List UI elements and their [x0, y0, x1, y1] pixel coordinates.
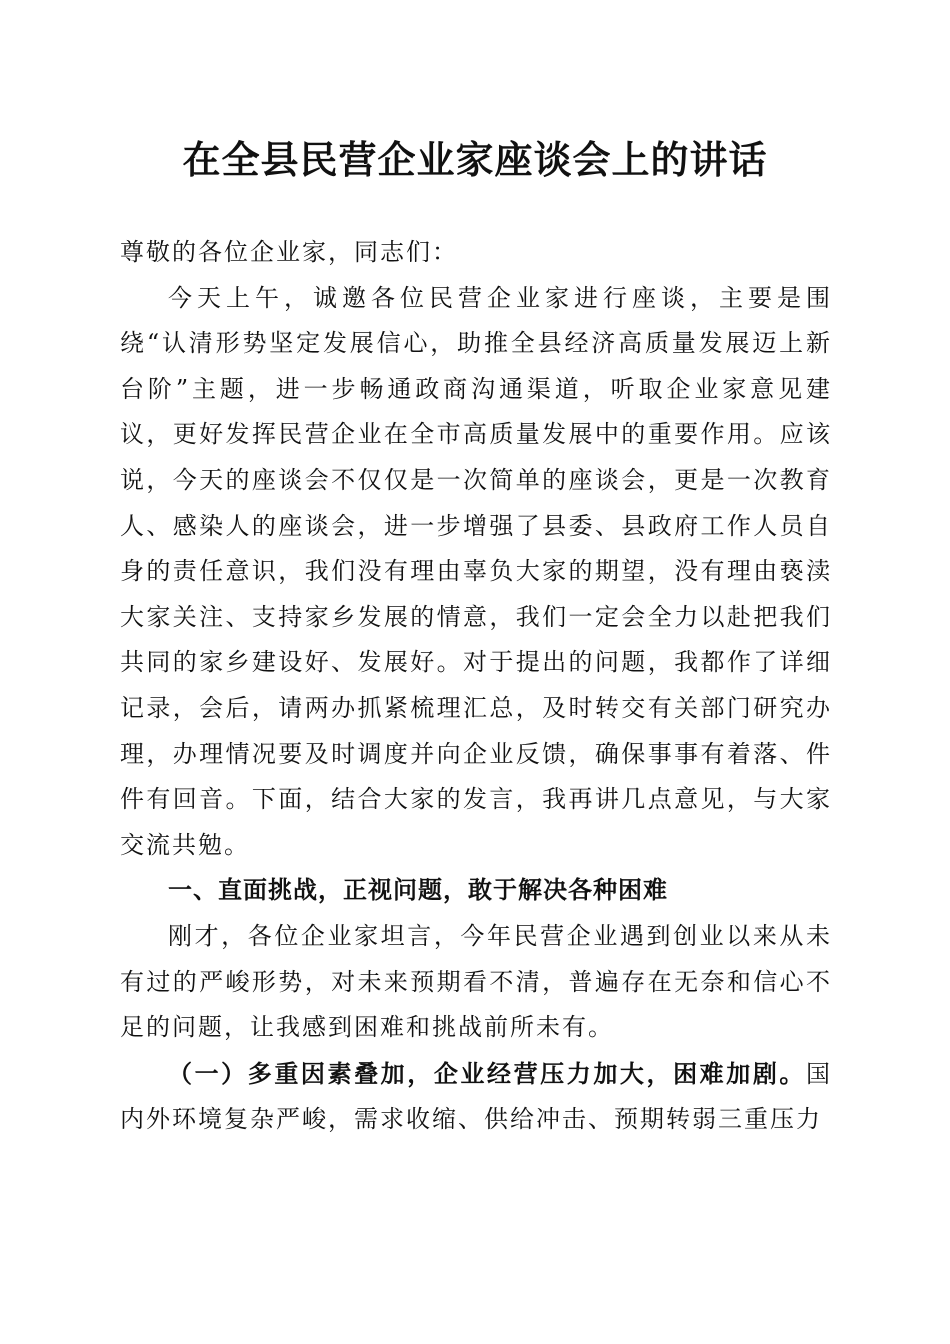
- subsection-heading: （一）多重因素叠加，企业经营压力加大，困难加剧。: [168, 1058, 806, 1088]
- document-body: [120, 230, 832, 1143]
- paragraph-challenges: 刚才，各位企业家坦言，今年民营企业遇到创业以来从未有过的严峻形势，对未来预期看不清，普遍存在无奈和信心不足的问题，让我感到困难和挑战前所未有。: [120, 921, 832, 1042]
- section-heading: 一、直面挑战，正视问题，敢于解决各种困难: [168, 876, 668, 905]
- document-title: 在全县民营企业家座谈会上的讲话: [182, 137, 768, 182]
- salutation: 尊敬的各位企业家，同志们：: [120, 238, 458, 266]
- subsection-paragraph: [120, 1051, 832, 1143]
- paragraph-opening: 今天上午，诚邀各位民营企业家进行座谈，主要是围绕“认清形势坚定发展信心，助推全县经济高质量发展迈上新台阶”主题，进一步畅通政商沟通渠道，听取企业家意见建议，更好发挥民营企业在全市高质量发展中的重要作用。应该说，今天的座谈会不仅仅是一次简单的座谈会，更是一次教育人、感染人的座谈会，进一步增强了县委、县政府工作人员自身的责任意识，我们没有理由辜负大家的期望，没有理由亵渎大家关注、支持家乡发展的情意，我们一定会全力以赴把我们共同的家乡建设好、发展好。对于提出的问题，我都作了详细记录，会后，请两办抓紧梳理汇总，及时转交有关部门研究办理，办理情况要及时调度并向企业反馈，确保事事有着落、件件有回音。下面，结合大家的发言，我再讲几点意见，与大家交流共勉。: [120, 283, 832, 859]
- subsection-text: 国内外环境复杂严峻，需求收缩、供给冲击、预期转弱三重压力: [120, 1059, 832, 1134]
